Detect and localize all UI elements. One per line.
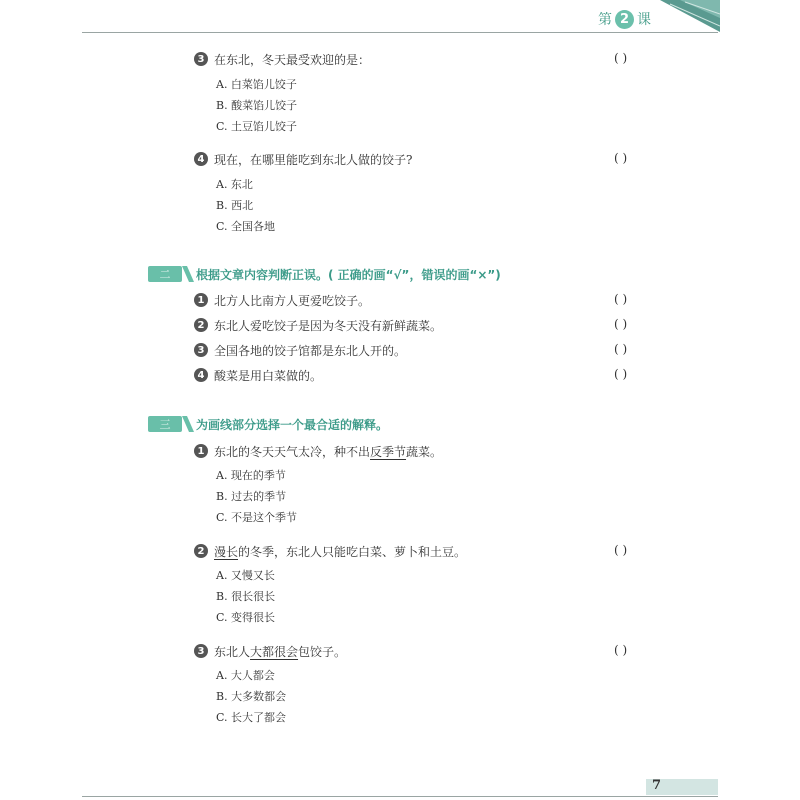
option-c: C. 不是这个季节 [216, 511, 298, 524]
lesson-prefix: 第 [598, 12, 612, 28]
section-three-header [148, 415, 388, 433]
slash-icon [182, 265, 194, 283]
option-b: B. 大多数都会 [216, 690, 287, 703]
answer-blank[interactable]: ( ) [614, 51, 628, 65]
question-number: 2 [194, 544, 208, 558]
option-a: A. 大人都会 [216, 669, 275, 682]
statement-text: 北方人比南方人更爱吃饺子。 [214, 294, 371, 308]
option-a: A. 白菜馅儿饺子 [216, 78, 297, 91]
lesson-suffix: 课 [637, 12, 651, 28]
item-number: 3 [194, 343, 208, 357]
corner-decoration-icon [640, 0, 720, 32]
question-number: 3 [194, 644, 208, 658]
statement-text: 酸菜是用白菜做的。 [214, 369, 323, 383]
statement-text: 全国各地的饺子馆都是东北人开的。 [214, 344, 407, 358]
option-b: B. 西北 [216, 199, 254, 212]
option-a: A. 东北 [216, 178, 253, 191]
header-rule [82, 32, 718, 33]
page-number: 7 [652, 778, 662, 793]
statement-text: 东北人爱吃饺子是因为冬天没有新鲜蔬菜。 [214, 319, 443, 333]
answer-blank[interactable]: ( ) [614, 367, 628, 381]
question-number: 4 [194, 152, 208, 166]
question-number: 1 [194, 444, 208, 458]
question-number: 3 [194, 52, 208, 66]
question-text: 现在，在哪里能吃到东北人做的饺子? [214, 153, 413, 167]
item-number: 4 [194, 368, 208, 382]
section-title: 根据文章内容判断正误。( 正确的画“√”，错误的画“×”) [196, 267, 501, 282]
underlined-phrase: 反季节 [370, 445, 407, 459]
item-number: 2 [194, 318, 208, 332]
item-number: 1 [194, 293, 208, 307]
answer-blank[interactable]: ( ) [614, 151, 628, 165]
answer-blank[interactable]: ( ) [614, 317, 628, 331]
answer-blank[interactable]: ( ) [614, 543, 628, 557]
answer-blank[interactable]: ( ) [614, 292, 628, 306]
underlined-phrase: 漫长 [214, 545, 239, 559]
section-two-header [148, 265, 501, 283]
underlined-phrase: 大都很会 [250, 645, 299, 659]
option-b: B. 很长很长 [216, 590, 276, 603]
option-a: A. 现在的季节 [216, 469, 286, 482]
question-text: 东北人大都很会包饺子。 [214, 645, 347, 659]
footer-rule [82, 796, 718, 797]
option-c: C. 长大了都会 [216, 711, 287, 724]
lesson-label [598, 9, 651, 29]
option-b: B. 过去的季节 [216, 490, 287, 503]
question-text: 漫长的冬季，东北人只能吃白菜、萝卜和土豆。 [214, 545, 467, 559]
option-c: C. 全国各地 [216, 220, 276, 233]
option-a: A. 又慢又长 [216, 569, 275, 582]
answer-blank[interactable]: ( ) [614, 643, 628, 657]
section-badge: 三 [148, 416, 182, 432]
option-c: C. 土豆馅儿饺子 [216, 120, 298, 133]
lesson-number: 2 [615, 10, 634, 29]
slash-icon [182, 415, 194, 433]
section-badge: 二 [148, 266, 182, 282]
option-b: B. 酸菜馅儿饺子 [216, 99, 298, 112]
option-c: C. 变得很长 [216, 611, 276, 624]
section-title: 为画线部分选择一个最合适的解释。 [196, 417, 389, 432]
answer-blank[interactable]: ( ) [614, 342, 628, 356]
question-text: 在东北，冬天最受欢迎的是： [214, 53, 371, 67]
question-text: 东北的冬天天气太冷，种不出反季节蔬菜。 [214, 445, 443, 459]
